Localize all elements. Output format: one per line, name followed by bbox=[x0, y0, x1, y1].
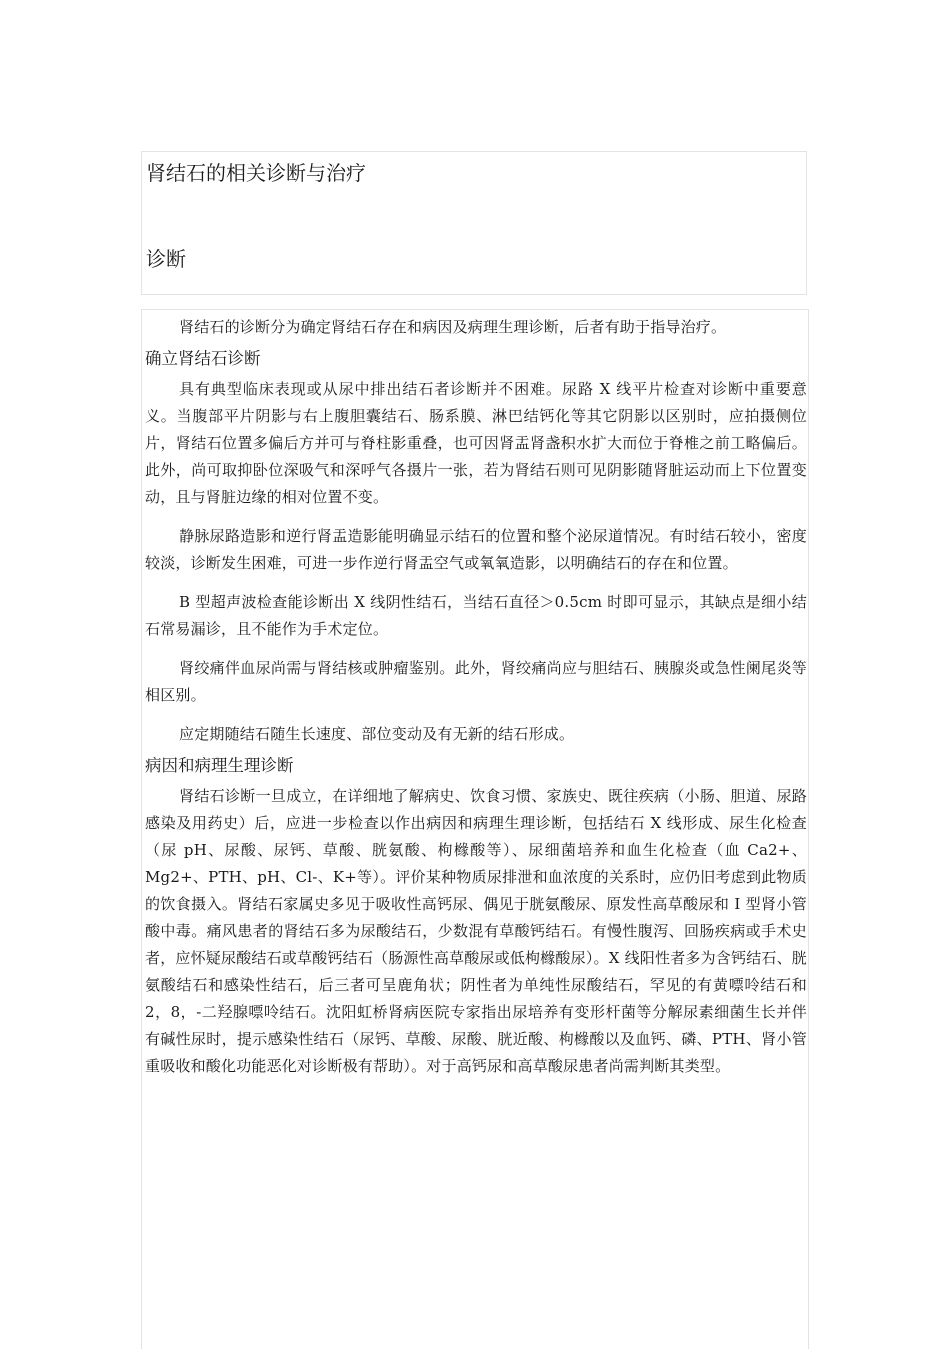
document-content bbox=[145, 314, 807, 1080]
intro-paragraph: 肾结石的诊断分为确定肾结石存在和病因及病理生理诊断，后者有助于指导治疗。 bbox=[179, 318, 727, 336]
paragraph: B 型超声波检查能诊断出 X 线阴性结石，当结石直径＞0.5cm 时即可显示，其缺点是细小结石常易漏诊，且不能作为手术定位。 bbox=[145, 593, 807, 638]
document-title: 肾结石的相关诊断与治疗 bbox=[146, 161, 366, 185]
paragraph: 肾绞痛伴血尿尚需与肾结核或肿瘤鉴别。此外，肾绞痛尚应与胆结石、胰腺炎或急性阑尾炎等相区别。 bbox=[145, 659, 807, 704]
document-subtitle: 诊断 bbox=[146, 247, 186, 271]
header-box bbox=[141, 151, 807, 295]
paragraph: 具有典型临床表现或从尿中排出结石者诊断并不困难。尿路 X 线平片检查对诊断中重要意义。当腹部平片阴影与右上腹胆囊结石、肠系膜、淋巴结钙化等其它阴影以区别时，应拍摄侧位片，肾结石位置多偏后方并可与脊柱影重叠，也可因肾盂肾盏积水扩大而位于脊椎之前工略偏后。此外，尚可取抑卧位深吸气和深呼气各摄片一张，若为肾结石则可见阴影随肾脏运动而上下位置变动，且与肾脏边缘的相对位置不变。 bbox=[145, 380, 807, 506]
paragraph: 肾结石诊断一旦成立，在详细地了解病史、饮食习惯、家族史、既往疾病（小肠、胆道、尿路感染及用药史）后，应进一步检查以作出病因和病理生理诊断，包括结石 X 线形成、尿生化检查（尿 pH、尿酸、尿钙、草酸、胱氨酸、枸橼酸等）、尿细菌培养和血生化检查（血 Ca2+、Mg2+、PTH、pH、Cl-、K+等）。评价某种物质尿排泄和血浓度的关系时，应仍旧考虑到此物质的饮食摄入。肾结石家属史多见于吸收性高钙尿、偶见于胱氨酸尿、原发性高草酸尿和 I 型肾小管酸中毒。痛风患者的肾结石多为尿酸结石，少数混有草酸钙结石。有慢性腹泻、回肠疾病或手术史者，应怀疑尿酸结石或草酸钙结石（肠源性高草酸尿或低枸橼酸尿）。X 线阳性者多为含钙结石、胱氨酸结石和感染性结石，后三者可呈鹿角状；阴性者为单纯性尿酸结石，罕见的有黄嘌呤结石和2，8，-二羟腺嘌呤结石。沈阳虹桥肾病医院专家指出尿培养有变形杆菌等分解尿素细菌生长并伴有碱性尿时，提示感染性结石（尿钙、草酸、尿酸、胱近酸、枸橼酸以及血钙、磷、PTH、肾小管重吸收和酸化功能恶化对诊断极有帮助）。对于高钙尿和高草酸尿患者尚需判断其类型。 bbox=[145, 787, 807, 1075]
section-heading-etiology: 病因和病理生理诊断 bbox=[145, 756, 294, 775]
paragraph: 应定期随结石随生长速度、部位变动及有无新的结石形成。 bbox=[179, 725, 575, 743]
body-box bbox=[141, 309, 809, 1349]
section-heading-diagnosis: 确立肾结石诊断 bbox=[145, 349, 261, 368]
paragraph: 静脉尿路造影和逆行肾盂造影能明确显示结石的位置和整个泌尿道情况。有时结石较小，密度较淡，诊断发生困难，可进一步作逆行肾盂空气或氧氧造影，以明确结石的存在和位置。 bbox=[145, 527, 807, 572]
